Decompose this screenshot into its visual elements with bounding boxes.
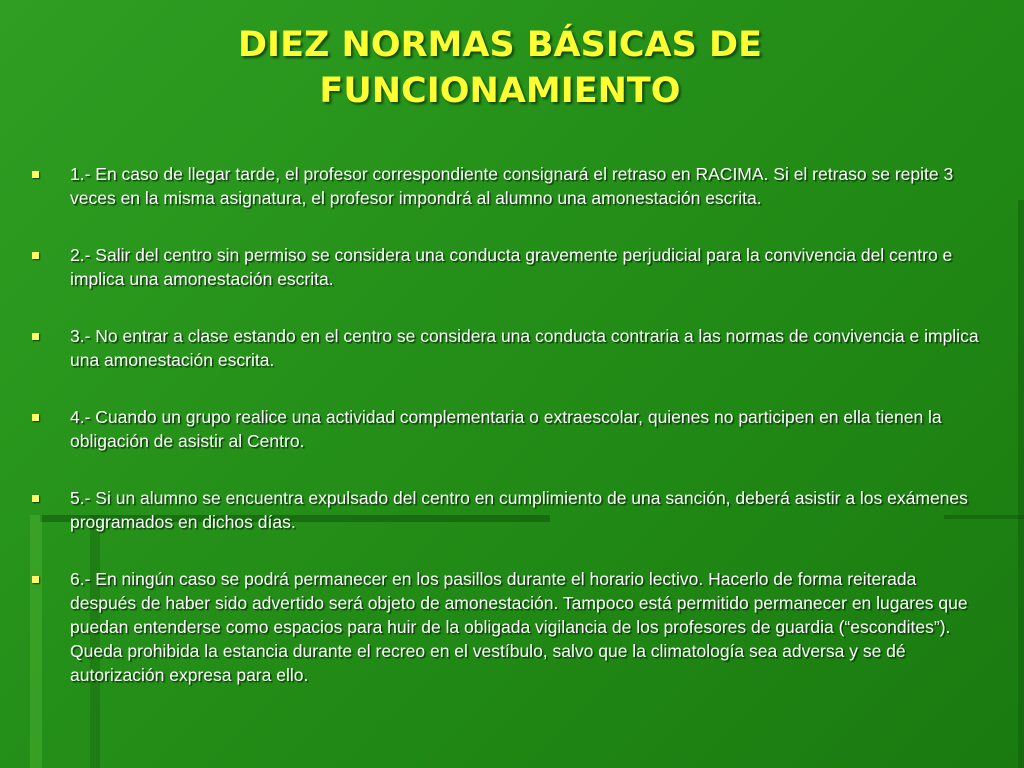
rule-item <box>28 567 983 687</box>
square-bullet-icon <box>32 414 39 421</box>
square-bullet-icon <box>32 252 39 259</box>
rule-text: 3.- No entrar a clase estando en el centro se considera una conducta contraria a las normas de convivencia e implica una amonestación escrita. <box>70 326 979 370</box>
square-bullet-icon <box>32 333 39 340</box>
rules-list <box>28 162 983 720</box>
rule-text: 4.- Cuando un grupo realice una actividad complementaria o extraescolar, quienes no participen en ella tienen la obligación de asistir al Centro. <box>70 407 942 451</box>
slide-title-line-2: FUNCIONAMIENTO <box>319 71 681 111</box>
rule-text: 2.- Salir del centro sin permiso se considera una conducta gravemente perjudicial para la convivencia del centro e implica una amonestación escrita. <box>70 245 953 289</box>
rule-item <box>28 243 983 291</box>
rule-item <box>28 162 983 210</box>
rule-item <box>28 405 983 453</box>
rule-text: 5.- Si un alumno se encuentra expulsado del centro en cumplimiento de una sanción, deberá asistir a los exámenes programados en dichos días. <box>70 488 968 532</box>
decorative-stripe <box>1018 200 1024 768</box>
slide-title-line-1: DIEZ NORMAS BÁSICAS DE <box>238 25 762 65</box>
square-bullet-icon <box>32 576 39 583</box>
rule-item <box>28 324 983 372</box>
slide-title <box>150 22 850 114</box>
rule-text: 6.- En ningún caso se podrá permanecer en los pasillos durante el horario lectivo. Hacerlo de forma reiterada después de haber sido advertido será objeto de amonestación. Tampoco está permitido permanecer en lugares que puedan entenderse como espacios para huir de la obligada vigilancia de los profesores de guardia (“escondites”). Queda prohibida la estancia durante el recreo en el vestíbulo, salvo que la climatología sea adversa y se dé autorización expresa para ello. <box>70 569 968 685</box>
rule-text: 1.- En caso de llegar tarde, el profesor correspondiente consignará el retraso en RACIMA. Si el retraso se repite 3 veces en la misma asignatura, el profesor impondrá al alumno una amonestación escrita. <box>70 164 954 208</box>
rule-item <box>28 486 983 534</box>
square-bullet-icon <box>32 171 39 178</box>
square-bullet-icon <box>32 495 39 502</box>
